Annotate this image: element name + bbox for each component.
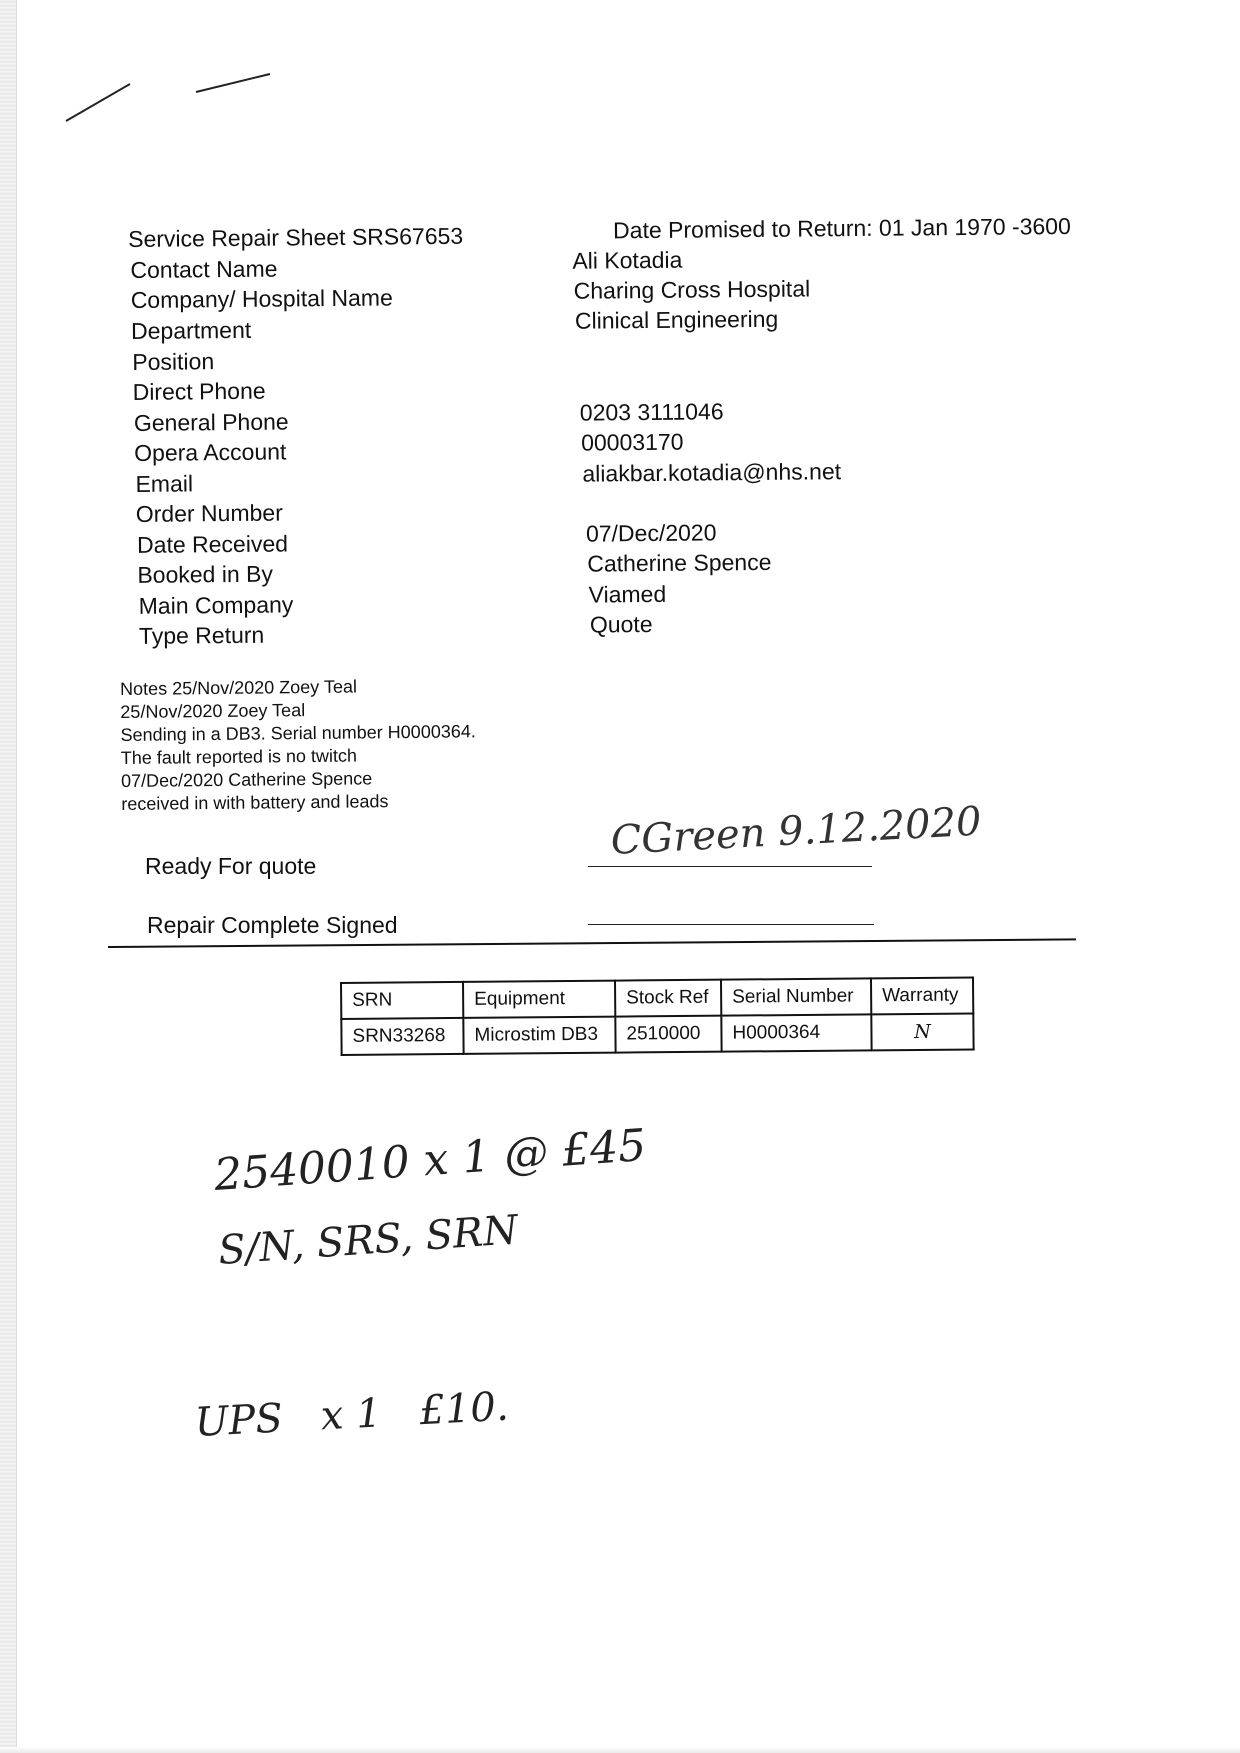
cell-equipment: Microstim DB3 <box>463 1017 615 1054</box>
ready-for-quote-label: Ready For quote <box>145 853 317 879</box>
field-label-date-received: Date Received <box>136 530 289 558</box>
notes-line: The fault reported is no twitch <box>120 745 358 768</box>
repair-complete-signature-line <box>588 924 874 925</box>
notes-line: 25/Nov/2020 Zoey Teal <box>120 700 306 722</box>
field-value-booked-in-by: Catherine Spence <box>587 548 772 577</box>
notes-block <box>120 673 641 816</box>
equipment-table <box>340 976 975 1056</box>
field-value-email: aliakbar.kotadia@nhs.net <box>582 458 842 487</box>
field-value-department: Clinical Engineering <box>574 305 779 334</box>
cell-warranty: N <box>871 1013 973 1050</box>
handwritten-note-part: 2540010 x 1 @ £45 <box>212 1119 648 1201</box>
field-value-main-company: Viamed <box>588 580 667 608</box>
handwritten-note-ups: UPS x 1 £10. <box>193 1383 510 1446</box>
pen-strokes <box>0 0 1240 200</box>
field-value-type-return: Quote <box>589 610 653 638</box>
cell-stock-ref: 2510000 <box>615 1016 721 1053</box>
field-value-date-received: 07/Dec/2020 <box>585 519 717 547</box>
notes-line: received in with battery and leads <box>121 791 389 814</box>
field-label-company: Company/ Hospital Name <box>130 284 393 313</box>
field-label-booked-in-by: Booked in By <box>137 560 274 588</box>
header-srn: SRN <box>341 982 463 1019</box>
notes-line: Sending in a DB3. Serial number H0000364. <box>120 721 476 745</box>
field-value-company: Charing Cross Hospital <box>573 275 811 304</box>
field-label-main-company: Main Company <box>138 591 294 619</box>
field-label-direct-phone: Direct Phone <box>132 377 266 405</box>
field-value-general-phone: 0203 3111046 <box>579 398 724 426</box>
field-label-general-phone: General Phone <box>133 408 289 436</box>
field-label-type-return: Type Return <box>138 621 265 649</box>
field-value-contact-name: Ali Kotadia <box>572 246 683 274</box>
field-label-department: Department <box>130 316 252 344</box>
field-label-order-number: Order Number <box>135 499 283 527</box>
field-label-email: Email <box>135 470 194 497</box>
field-value-opera-account: 00003170 <box>581 428 684 456</box>
equipment-table-wrapper <box>340 976 975 1056</box>
cell-srn: SRN33268 <box>341 1018 463 1055</box>
notes-line: 07/Dec/2020 Catherine Spence <box>120 768 373 791</box>
pen-stroke-left <box>66 84 130 121</box>
pen-stroke-right <box>196 74 270 92</box>
header-warranty: Warranty <box>871 977 973 1014</box>
field-label-contact-name: Contact Name <box>130 255 278 283</box>
handwritten-note-sn: S/N, SRS, SRN <box>216 1207 520 1274</box>
promised-date: Date Promised to Return: 01 Jan 1970 -3600 <box>612 212 1071 244</box>
scan-bottom-edge <box>0 1747 1240 1753</box>
section-divider <box>108 938 1076 948</box>
table-row <box>341 1013 973 1055</box>
ready-signature-line <box>588 866 872 867</box>
header-fields <box>128 212 1132 662</box>
header-equipment: Equipment <box>463 981 615 1018</box>
field-label-opera-account: Opera Account <box>134 438 287 466</box>
ready-signature: CGreen 9.12.2020 <box>609 798 983 864</box>
cell-serial-number: H0000364 <box>721 1014 871 1051</box>
header-stock-ref: Stock Ref <box>615 980 721 1017</box>
sheet-title: Service Repair Sheet SRS67653 <box>128 222 464 252</box>
scan-edge <box>0 0 17 1753</box>
field-label-position: Position <box>132 348 215 375</box>
header-serial-number: Serial Number <box>721 978 871 1015</box>
table-header-row <box>341 977 973 1019</box>
notes-line: Notes 25/Nov/2020 Zoey Teal <box>120 676 358 699</box>
repair-complete-label: Repair Complete Signed <box>147 912 398 938</box>
